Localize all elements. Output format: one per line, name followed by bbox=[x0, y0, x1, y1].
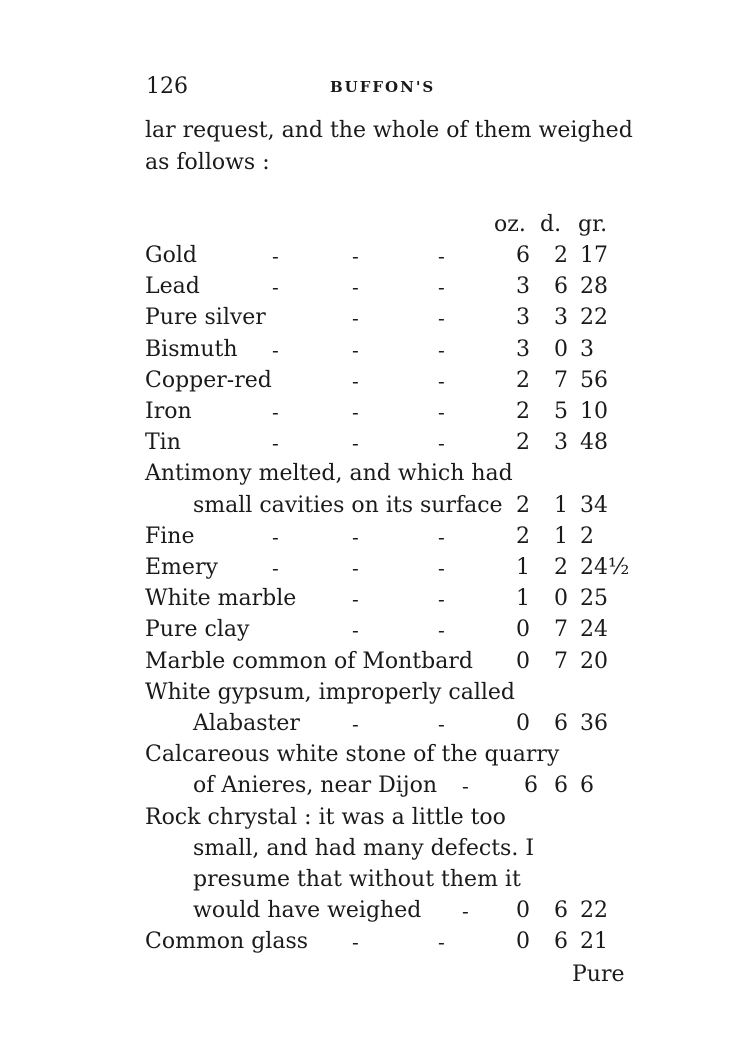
leader-dash: - bbox=[272, 556, 279, 580]
leader-dash: - bbox=[352, 368, 359, 393]
value-gr: 36 bbox=[580, 711, 608, 736]
leader-dash: - bbox=[438, 244, 445, 268]
value-gr: 22 bbox=[580, 305, 608, 331]
entry-name: Bismuth bbox=[145, 336, 238, 362]
leader-dash: - bbox=[438, 400, 445, 424]
value-d: 6 bbox=[554, 929, 568, 955]
entry-text-line: Rock chrystal : it was a little too bbox=[145, 804, 506, 830]
leader-dash: - bbox=[438, 587, 445, 612]
value-oz: 0 bbox=[516, 711, 530, 736]
leader-dash: - bbox=[438, 712, 445, 736]
entry-text-line: small cavities on its surface bbox=[193, 492, 503, 518]
leader-dash: - bbox=[438, 337, 445, 362]
value-gr: 10 bbox=[580, 399, 608, 424]
leader-dash: - bbox=[438, 275, 445, 300]
leader-dash: - bbox=[352, 524, 359, 549]
catchword: Pure bbox=[572, 962, 625, 987]
entry-name: Copper-red bbox=[145, 367, 272, 393]
entry-name: Pure clay bbox=[145, 617, 250, 643]
leader-dash: - bbox=[352, 275, 359, 300]
leader-dash: - bbox=[352, 244, 359, 268]
leader-dash: - bbox=[352, 306, 359, 331]
entry-text-line: presume that without them it bbox=[193, 867, 521, 892]
leader-dash: - bbox=[438, 368, 445, 393]
entry-name: Common glass bbox=[145, 929, 309, 955]
leader-dash: - bbox=[438, 618, 445, 643]
value-d: 3 bbox=[554, 305, 568, 331]
value-d: 7 bbox=[554, 617, 568, 643]
entry-name: Marble common of Montbard bbox=[145, 648, 473, 674]
column-header-gr: gr. bbox=[578, 212, 608, 237]
running-head: BUFFON'S bbox=[330, 78, 436, 96]
value-d: 6 bbox=[554, 274, 568, 300]
value-gr: 22 bbox=[580, 898, 608, 924]
leader-dash: - bbox=[352, 712, 359, 736]
leader-dash: - bbox=[352, 400, 359, 424]
entry-text-line: would have weighed bbox=[193, 898, 422, 924]
value-d: 1 bbox=[554, 523, 568, 549]
leader-dash: - bbox=[438, 524, 445, 549]
leader-dash: - bbox=[438, 306, 445, 331]
value-gr: 25 bbox=[580, 586, 608, 612]
value-oz: 6 bbox=[524, 773, 538, 799]
value-oz: 2 bbox=[516, 399, 530, 424]
value-gr: 48 bbox=[580, 430, 608, 456]
value-d: 3 bbox=[554, 430, 568, 456]
value-d: 6 bbox=[554, 773, 568, 799]
value-gr: 6 bbox=[580, 773, 594, 799]
leader-dash: - bbox=[352, 556, 359, 580]
page-number: 126 bbox=[146, 74, 188, 99]
value-oz: 2 bbox=[516, 523, 530, 549]
entry-text-line: small, and had many defects. I bbox=[193, 835, 535, 861]
value-d: 0 bbox=[554, 586, 568, 612]
value-gr: 20 bbox=[580, 648, 608, 674]
leader-dash: - bbox=[272, 275, 279, 300]
value-gr: 56 bbox=[580, 367, 608, 393]
value-oz: 0 bbox=[516, 648, 530, 674]
value-oz: 1 bbox=[516, 555, 530, 580]
column-header-d: d. bbox=[540, 212, 562, 237]
entry-name: Lead bbox=[145, 274, 200, 300]
entry-name: Iron bbox=[145, 399, 192, 424]
value-d: 6 bbox=[554, 711, 568, 736]
leader-dash: - bbox=[272, 431, 279, 456]
leader-dash: - bbox=[438, 556, 445, 580]
value-oz: 2 bbox=[516, 367, 530, 393]
intro-line-2: as follows : bbox=[145, 150, 270, 175]
entry-text-line: Antimony melted, and which had bbox=[145, 461, 513, 487]
value-gr: 2 bbox=[580, 523, 594, 549]
entry-text-line: White gypsum, improperly called bbox=[145, 679, 516, 705]
value-gr: 24 bbox=[580, 617, 608, 643]
value-oz: 0 bbox=[516, 898, 530, 924]
entry-name: White marble bbox=[145, 586, 297, 612]
leader-dash: - bbox=[352, 930, 359, 955]
value-oz: 0 bbox=[516, 617, 530, 643]
value-oz: 2 bbox=[516, 430, 530, 456]
value-d: 7 bbox=[554, 648, 568, 674]
leader-dash: - bbox=[462, 899, 469, 924]
entry-name: Emery bbox=[145, 555, 218, 580]
entry-name: Fine bbox=[145, 523, 195, 549]
value-d: 7 bbox=[554, 367, 568, 393]
value-oz: 3 bbox=[516, 274, 530, 300]
value-oz: 3 bbox=[516, 336, 530, 362]
value-oz: 0 bbox=[516, 929, 530, 955]
leader-dash: - bbox=[272, 244, 279, 268]
leader-dash: - bbox=[272, 400, 279, 424]
value-gr: 24½ bbox=[580, 555, 630, 580]
entry-name: Gold bbox=[145, 243, 197, 268]
value-d: 1 bbox=[554, 492, 568, 518]
leader-dash: - bbox=[352, 337, 359, 362]
entry-name: Pure silver bbox=[145, 305, 266, 331]
value-gr: 21 bbox=[580, 929, 608, 955]
value-d: 0 bbox=[554, 336, 568, 362]
leader-dash: - bbox=[272, 524, 279, 549]
value-oz: 3 bbox=[516, 305, 530, 331]
leader-dash: - bbox=[352, 431, 359, 456]
leader-dash: - bbox=[438, 431, 445, 456]
leader-dash: - bbox=[438, 930, 445, 955]
value-gr: 34 bbox=[580, 492, 608, 518]
value-d: 2 bbox=[554, 555, 568, 580]
entry-text-line: of Anieres, near Dijon bbox=[193, 773, 438, 799]
entry-text-line: Alabaster bbox=[193, 711, 300, 736]
value-oz: 2 bbox=[516, 492, 530, 518]
value-d: 2 bbox=[554, 243, 568, 268]
value-gr: 3 bbox=[580, 336, 594, 362]
value-d: 5 bbox=[554, 399, 568, 424]
leader-dash: - bbox=[272, 337, 279, 362]
value-oz: 6 bbox=[516, 243, 530, 268]
entry-text-line: Calcareous white stone of the quarry bbox=[145, 742, 560, 768]
value-gr: 28 bbox=[580, 274, 608, 300]
value-gr: 17 bbox=[580, 243, 608, 268]
leader-dash: - bbox=[352, 618, 359, 643]
column-header-oz: oz. bbox=[494, 212, 526, 237]
entry-name: Tin bbox=[145, 430, 181, 456]
leader-dash: - bbox=[462, 774, 469, 799]
intro-line-1: lar request, and the whole of them weighed bbox=[145, 118, 633, 143]
leader-dash: - bbox=[352, 587, 359, 612]
value-d: 6 bbox=[554, 898, 568, 924]
value-oz: 1 bbox=[516, 586, 530, 612]
